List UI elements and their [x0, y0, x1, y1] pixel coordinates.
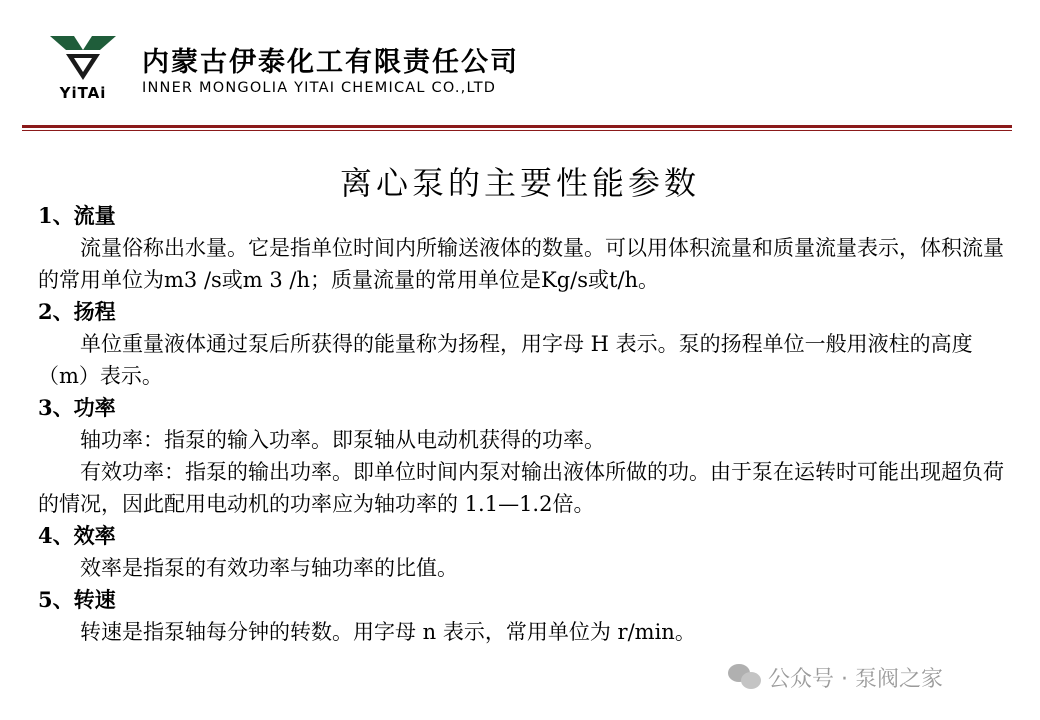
section-heading-efficiency: 4、效率: [38, 523, 116, 548]
paragraph-speed: 转速是指泵轴每分钟的转数。用字母 n 表示，常用单位为 r/min。: [80, 620, 696, 644]
paragraph-efficiency: 效率是指泵的有效功率与轴功率的比值。: [80, 556, 458, 580]
logo-text: YiTAi: [59, 84, 107, 102]
company-name-english: INNER MONGOLIA YITAI CHEMICAL CO.,LTD: [142, 80, 497, 96]
paragraph-head: 单位重量液体通过泵后所获得的能量称为扬程，用字母 H 表示。泵的扬程单位一般用液柱的高度（m）表示。: [38, 332, 973, 388]
section-heading-head: 2、扬程: [38, 299, 116, 324]
company-logo: [48, 28, 118, 106]
content-body: [38, 200, 1008, 648]
section-heading-power: 3、功率: [38, 395, 116, 420]
paragraph-effective-power: 有效功率：指泵的输出功率。即单位时间内泵对输出液体所做的功。由于泵在运转时可能出现超负荷的情况，因此配用电动机的功率应为轴功率的 1.1—1.2倍。: [38, 460, 1004, 516]
logo-emblem-icon: [48, 28, 118, 84]
paragraph-flow: 流量俗称出水量。它是指单位时间内所输送液体的数量。可以用体积流量和质量流量表示，体积流量的常用单位为m3 /s或m 3 /h；质量流量的常用单位是Kg/s或t/h。: [38, 236, 1004, 292]
paragraph-shaft-power: 轴功率：指泵的输入功率。即泵轴从电动机获得的功率。: [80, 428, 605, 452]
section-heading-speed: 5、转速: [38, 587, 116, 612]
header-divider-thin: [22, 130, 1012, 131]
wechat-icon: [728, 664, 762, 690]
header-divider-thick: [22, 125, 1012, 128]
watermark-text: 公众号 · 泵阀之家: [768, 666, 943, 692]
header: [0, 0, 1040, 140]
company-name-chinese: 内蒙古伊泰化工有限责任公司: [142, 47, 519, 78]
section-heading-flow: 1、流量: [38, 203, 116, 228]
watermark: [728, 662, 943, 692]
slide-title: 离心泵的主要性能参数: [339, 164, 700, 202]
